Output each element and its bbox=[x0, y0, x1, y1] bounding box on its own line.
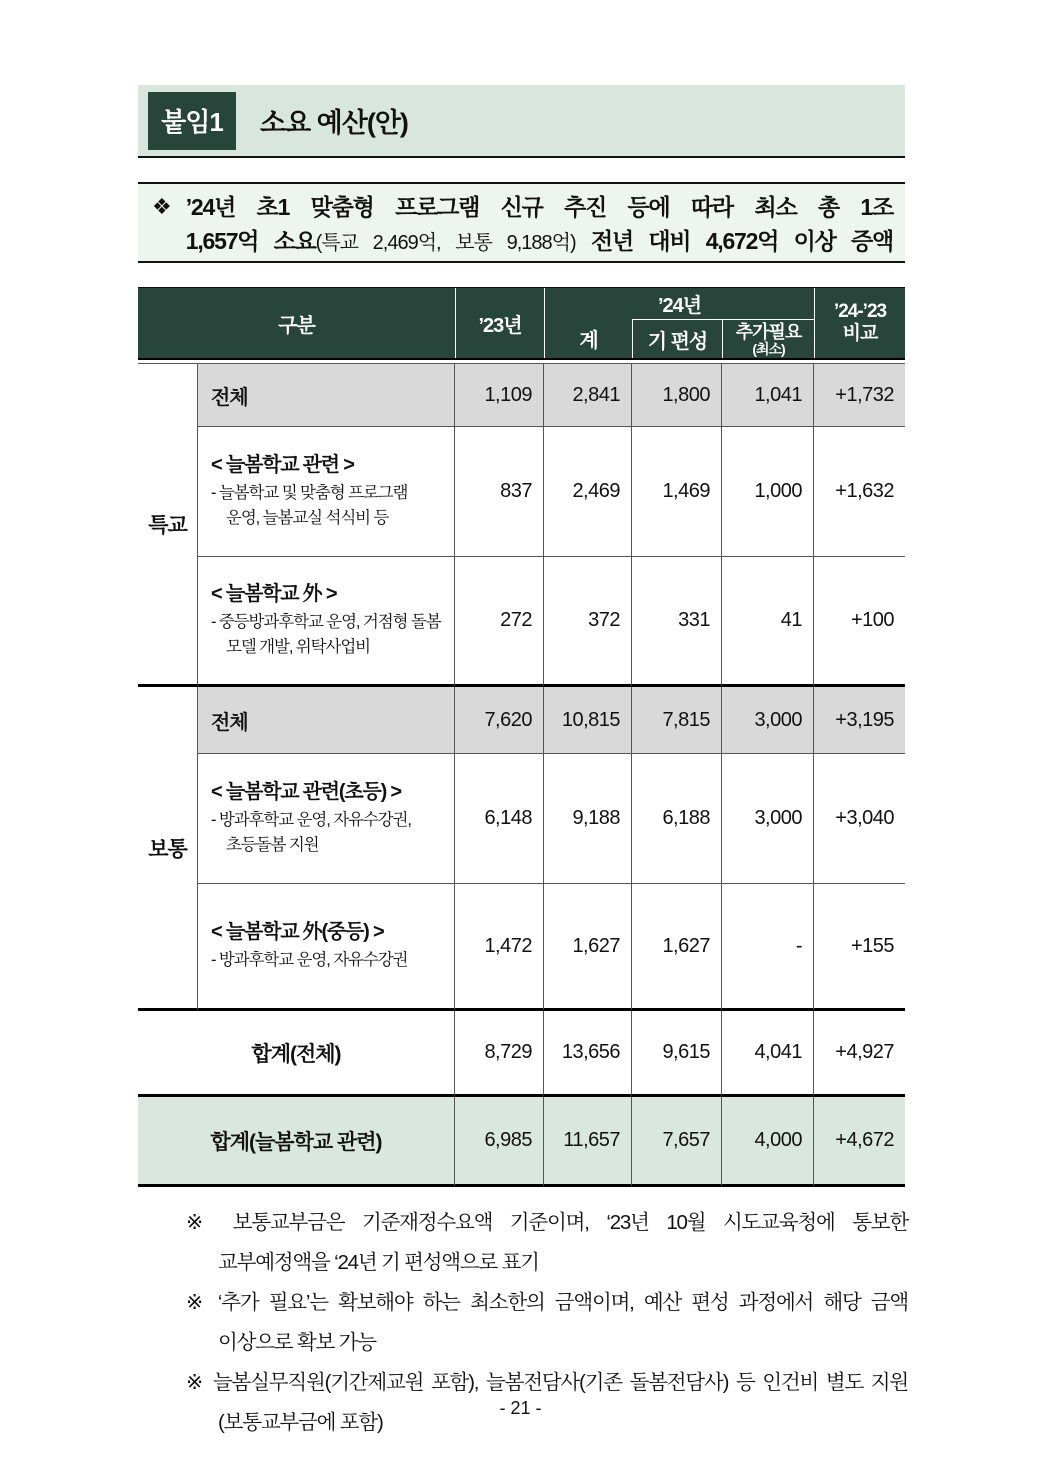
table-cell: +1,732 bbox=[814, 364, 905, 427]
footnote-3: ※ 늘봄실무직원(기간제교원 포함), 늘봄전담사(기존 돌봄전담사) 등 인건비 별도 지원(보통교부금에 포함) bbox=[186, 1371, 908, 1434]
table-cell: 1,472 bbox=[455, 884, 544, 1011]
table-cell: 272 bbox=[455, 557, 544, 687]
row7-label: 합계(전체) bbox=[138, 1011, 455, 1097]
row2-label: < 늘봄학교 관련 > - 늘봄학교 및 맞춤형 프로그램 운영, 늘봄교실 석식비 등 bbox=[198, 427, 455, 557]
table-cell: 1,627 bbox=[632, 884, 722, 1011]
row3-label: < 늘봄학교 外 > - 중등방과후학교 운영, 거점형 돌봄 모델 개발, 위탁사업비 bbox=[198, 557, 455, 687]
summary-line-2: 1,657억 소요(특교 2,469억, 보통 9,188억) 전년 대비 4,672억 이상 증액 bbox=[185, 228, 893, 254]
table-cell: 6,188 bbox=[632, 754, 722, 884]
row4-label: 전체 bbox=[198, 687, 455, 754]
table-cell: 8,729 bbox=[455, 1011, 544, 1097]
header-compare: ’24-’23 비교 bbox=[814, 288, 905, 358]
table-cell: +3,040 bbox=[814, 754, 905, 884]
header-formed: 기 편성 bbox=[632, 319, 722, 358]
summary-text bbox=[186, 190, 893, 261]
attachment-badge: 붙임1 bbox=[148, 92, 236, 150]
row5-label: < 늘봄학교 관련(초등) > - 방과후학교 운영, 자유수강권, 초등돌봄 지원 bbox=[198, 754, 455, 884]
table-cell: 7,657 bbox=[632, 1097, 722, 1187]
table-cell: 11,657 bbox=[544, 1097, 632, 1187]
attachment-banner bbox=[138, 85, 905, 158]
header-extra-needed: 추가필요 (최소) bbox=[722, 319, 814, 358]
table-cell: 1,627 bbox=[544, 884, 632, 1011]
table-cell: 1,000 bbox=[722, 427, 814, 557]
budget-table bbox=[138, 287, 905, 1187]
table-cell: 372 bbox=[544, 557, 632, 687]
table-cell: 10,815 bbox=[544, 687, 632, 754]
header-2023: ’23년 bbox=[455, 288, 544, 358]
diamond-bullet-icon: ❖ bbox=[152, 194, 172, 219]
group-label-botong: 보통 bbox=[138, 687, 198, 1011]
table-cell: +4,927 bbox=[814, 1011, 905, 1097]
table-cell: +3,195 bbox=[814, 687, 905, 754]
table-body bbox=[138, 363, 905, 1187]
row6-label: < 늘봄학교 外(중등) > - 방과후학교 운영, 자유수강권 bbox=[198, 884, 455, 1011]
table-cell: 7,620 bbox=[455, 687, 544, 754]
table-cell: 13,656 bbox=[544, 1011, 632, 1097]
table-cell: 3,000 bbox=[722, 687, 814, 754]
summary-box bbox=[138, 182, 905, 263]
table-cell: 3,000 bbox=[722, 754, 814, 884]
header-total: 계 bbox=[544, 319, 632, 358]
table-cell: 4,000 bbox=[722, 1097, 814, 1187]
table-cell: 1,041 bbox=[722, 364, 814, 427]
table-header bbox=[138, 287, 905, 360]
row8-label: 합계(늘봄학교 관련) bbox=[138, 1097, 455, 1187]
table-cell: 1,469 bbox=[632, 427, 722, 557]
page-title: 소요 예산(안) bbox=[260, 108, 408, 138]
table-cell: 1,109 bbox=[455, 364, 544, 427]
row1-label: 전체 bbox=[198, 364, 455, 427]
table-cell: 9,188 bbox=[544, 754, 632, 884]
table-cell: 2,469 bbox=[544, 427, 632, 557]
table-cell: 9,615 bbox=[632, 1011, 722, 1097]
footnote-1: ※ 보통교부금은 기준재정수요액 기준이며, ‘23년 10월 시도교육청에 통보한 교부예정액을 ‘24년 기 편성액으로 표기 bbox=[186, 1211, 908, 1274]
table-cell: 2,841 bbox=[544, 364, 632, 427]
table-cell: 6,148 bbox=[455, 754, 544, 884]
header-gubun: 구분 bbox=[278, 314, 315, 337]
table-cell: - bbox=[722, 884, 814, 1011]
summary-line-1: ’24년 초1 맞춤형 프로그램 신규 추진 등에 따라 최소 총 1조 bbox=[185, 194, 893, 220]
group-label-teukgyo: 특교 bbox=[138, 364, 198, 687]
table-cell: +100 bbox=[814, 557, 905, 687]
header-2024: ’24년 bbox=[544, 288, 814, 319]
table-cell: +1,632 bbox=[814, 427, 905, 557]
page-number: - 21 - bbox=[499, 1398, 542, 1418]
table-cell: 4,041 bbox=[722, 1011, 814, 1097]
table-cell: +155 bbox=[814, 884, 905, 1011]
table-cell: +4,672 bbox=[814, 1097, 905, 1187]
table-cell: 41 bbox=[722, 557, 814, 687]
table-cell: 837 bbox=[455, 427, 544, 557]
footnote-2: ※ ‘추가 필요’는 확보해야 하는 최소한의 금액이며, 예산 편성 과정에서 해당 금액 이상으로 확보 가능 bbox=[186, 1291, 908, 1354]
table-cell: 7,815 bbox=[632, 687, 722, 754]
table-cell: 331 bbox=[632, 557, 722, 687]
table-cell: 6,985 bbox=[455, 1097, 544, 1187]
table-cell: 1,800 bbox=[632, 364, 722, 427]
